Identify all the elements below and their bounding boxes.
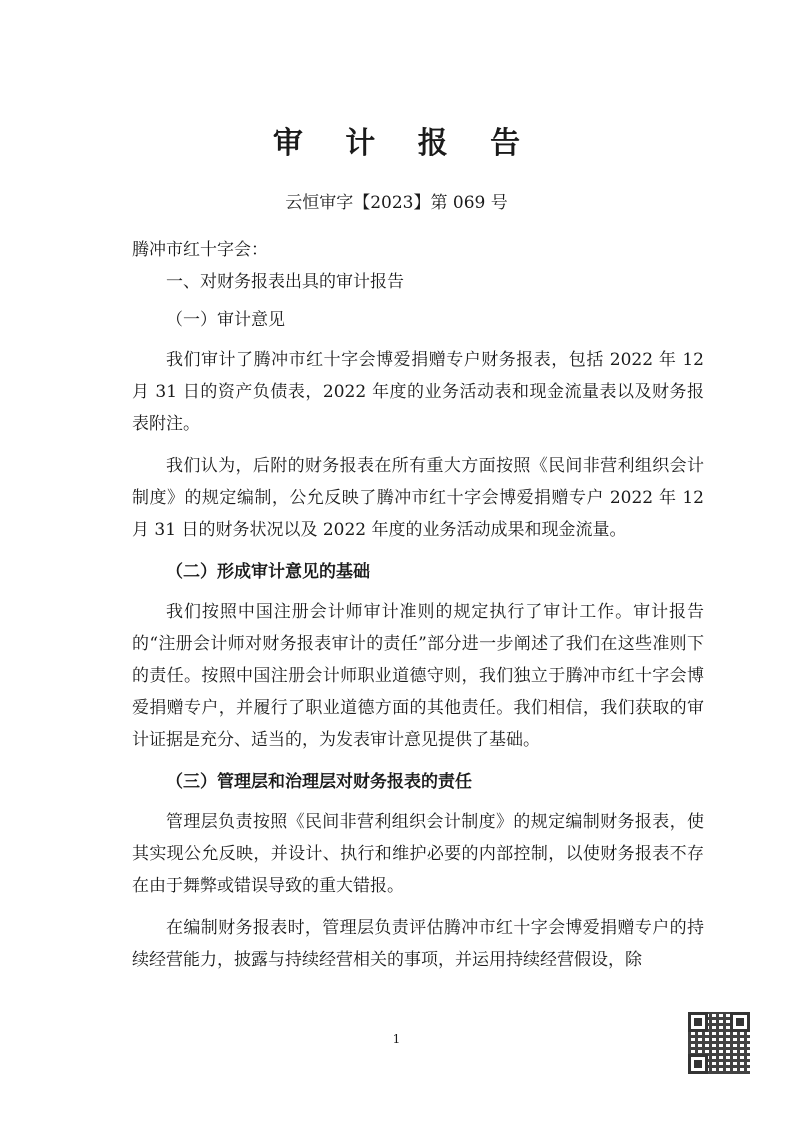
qr-code-icon <box>688 1012 750 1074</box>
report-body <box>132 234 704 976</box>
paragraph-basis: 我们按照中国注册会计师审计准则的规定执行了审计工作。审计报告的“注册会计师对财务报表审计的责任”部分进一步阐述了我们在这些准则下的责任。按照中国注册会计师职业道德守则，我们独立于腾冲市红十字会博爱捐赠专户，并履行了职业道德方面的其他责任。我们相信，我们获取的审计证据是充分、适当的，为发表审计意见提供了基础。 <box>132 602 704 750</box>
addressee: 腾冲市红十字会： <box>132 240 268 260</box>
subsection-heading-opinion: （一）审计意见 <box>166 310 285 330</box>
report-title: 审 计 报 告 <box>272 126 537 161</box>
section-heading-1: 一、对财务报表出具的审计报告 <box>166 272 404 292</box>
subsection-heading-responsibility: （三）管理层和治理层对财务报表的责任 <box>166 772 472 792</box>
paragraph-responsibility-1: 管理层负责按照《民间非营利组织会计制度》的规定编制财务报表，使其实现公允反映，并设计、执行和维护必要的内部控制，以使财务报表不存在由于舞弊或错误导致的重大错报。 <box>132 812 704 896</box>
page-number: 1 <box>392 1032 401 1046</box>
paragraph-opinion-2: 我们认为，后附的财务报表在所有重大方面按照《民间非营利组织会计制度》的规定编制，公允反映了腾冲市红十字会博爱捐赠专户 2022 年 12 月 31 日的财务状况以及 2022 年度的业务活动成果和现金流量。 <box>132 456 704 540</box>
subsection-heading-basis: （二）形成审计意见的基础 <box>166 562 370 582</box>
paragraph-responsibility-2: 在编制财务报表时，管理层负责评估腾冲市红十字会博爱捐赠专户的持续经营能力，披露与持续经营相关的事项，并运用持续经营假设，除 <box>132 918 704 970</box>
document-number: 云恒审字【2023】第 069 号 <box>285 193 508 213</box>
paragraph-opinion-1: 我们审计了腾冲市红十字会博爱捐赠专户财务报表，包括 2022 年 12 月 31 日的资产负债表，2022 年度的业务活动表和现金流量表以及财务报表附注。 <box>132 350 704 434</box>
